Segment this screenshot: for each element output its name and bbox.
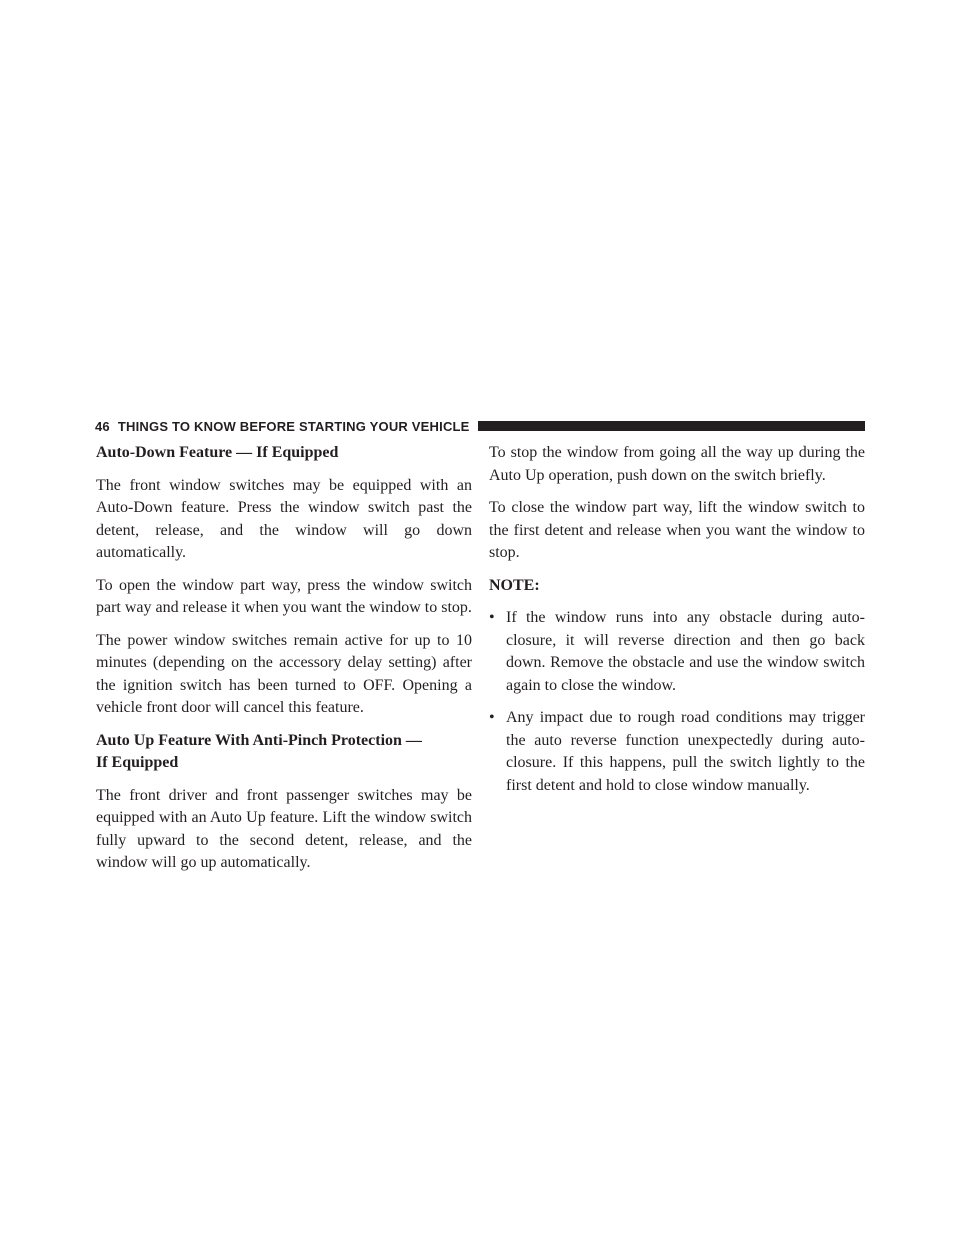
auto-up-heading: Auto Up Feature With Anti-Pinch Protection — If Equipped <box>96 731 422 771</box>
bullet-icon: • <box>489 609 495 626</box>
header-rule <box>478 421 865 431</box>
left-column <box>96 442 472 885</box>
auto-down-heading: Auto-Down Feature — If Equipped <box>96 444 339 461</box>
page-header <box>95 418 865 434</box>
stop-window-paragraph: To stop the window from going all the way up during the Auto Up operation, push down on the switch briefly. <box>489 444 865 484</box>
close-part-way-paragraph: To close the window part way, lift the window switch to the first detent and release when you want the window to stop. <box>489 499 865 561</box>
bullet-icon: • <box>489 709 495 726</box>
list-item <box>489 607 865 697</box>
section-title: THINGS TO KNOW BEFORE STARTING YOUR VEHICLE <box>117 418 470 434</box>
list-item <box>489 707 865 797</box>
switches-active-paragraph: The power window switches remain active for up to 10 minutes (depending on the accessory delay setting) after the ignition switch has been turned to OFF. Opening a vehicle front door will cancel this feature. <box>96 631 472 716</box>
bullet-text: If the window runs into any obstacle during auto-closure, it will reverse direction and then go back down. Remove the obstacle and use the window switch again to close the window. <box>506 609 865 694</box>
note-label: NOTE: <box>489 576 540 594</box>
open-part-way-paragraph: To open the window part way, press the window switch part way and release it when you want the window to stop. <box>96 576 472 616</box>
auto-down-paragraph: The front window switches may be equipped with an Auto-Down feature. Press the window switch past the detent, release, and the window will go down automatically. <box>96 476 472 561</box>
page-number: 46 <box>95 418 110 434</box>
note-bullet-list <box>489 607 865 797</box>
bullet-text: Any impact due to rough road conditions may trigger the auto reverse function unexpectedly during auto-closure. If this happens, pull the switch lightly to the first detent and hold to close window manually. <box>506 709 865 794</box>
right-column <box>489 442 865 807</box>
auto-up-paragraph: The front driver and front passenger switches may be equipped with an Auto Up feature. Lift the window switch fully upward to the second detent, release, and the window will go up automatically. <box>96 786 472 871</box>
